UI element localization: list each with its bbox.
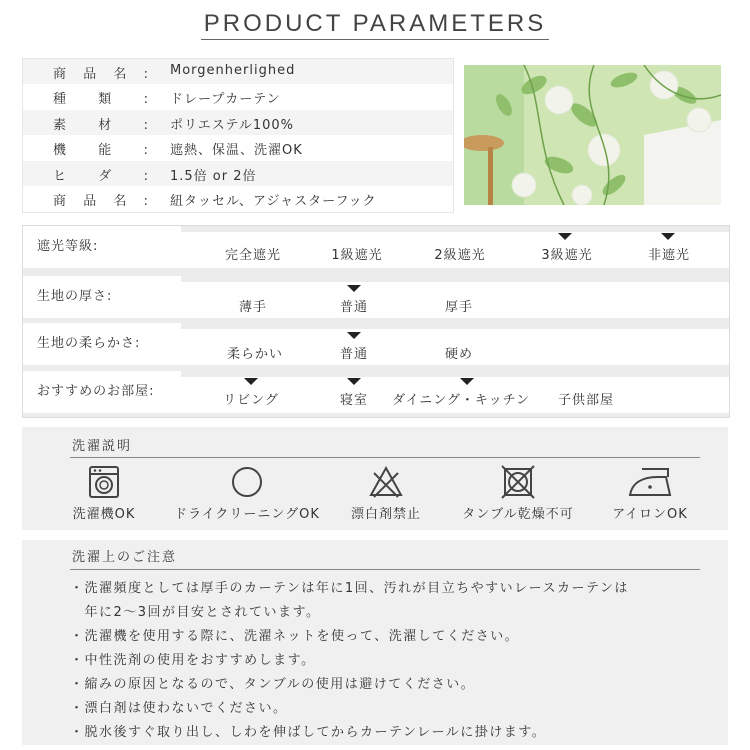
rating-row-softness <box>23 323 729 367</box>
no-tumble-dry-icon <box>501 465 535 499</box>
wash-title: 洗濯説明 <box>72 439 133 454</box>
spec-label: 種類: <box>53 92 149 107</box>
wash-label: ドライクリーニングOK <box>174 507 320 522</box>
note-line: ・縮みの原因となるので、タンブルの使用は避けてください。 <box>70 677 476 692</box>
rating-label: 遮光等級: <box>23 226 181 268</box>
selected-marker-icon <box>661 233 675 240</box>
rating-option: 寝室 <box>339 393 369 408</box>
spec-row <box>23 59 453 84</box>
selected-marker-icon <box>558 233 572 240</box>
spec-value: ドレープカーテン <box>170 92 281 107</box>
spec-row <box>23 110 453 135</box>
selected-marker-icon <box>347 378 361 385</box>
dry-cleaning-icon <box>230 465 264 499</box>
rating-option: 硬め <box>444 347 474 362</box>
rating-option: 完全遮光 <box>224 248 282 263</box>
rating-option: 2級遮光 <box>434 248 486 263</box>
rating-option: 1級遮光 <box>331 248 383 263</box>
rating-option: 子供部屋 <box>557 393 615 408</box>
rating-options <box>181 329 729 365</box>
wash-label: 洗濯機OK <box>72 507 136 522</box>
spec-value: 紐タッセル、アジャスターフック <box>170 194 377 209</box>
rating-options <box>181 232 729 268</box>
rating-options <box>181 377 729 413</box>
spec-row <box>23 135 453 160</box>
note-line: ・中性洗剤の使用をおすすめします。 <box>70 653 316 668</box>
rating-label: 生地の柔らかさ: <box>23 323 181 365</box>
spec-row <box>23 186 453 211</box>
rating-row-light-blocking <box>23 226 729 270</box>
spec-row <box>23 84 453 109</box>
note-line: ・脱水後すぐ取り出し、しわを伸ばしてからカーテンレールに掛けます。 <box>70 725 547 740</box>
spec-label: 機能: <box>53 143 149 158</box>
spec-value: ポリエステル100% <box>170 118 294 133</box>
spec-label: 素材: <box>53 118 149 133</box>
wash-label: タンブル乾燥不可 <box>462 507 574 522</box>
rating-option: 柔らかい <box>226 347 284 362</box>
note-line: ・漂白剤は使わないでください。 <box>70 701 288 716</box>
washing-notes-panel <box>22 540 728 745</box>
rating-options <box>181 282 729 318</box>
divider <box>70 457 700 458</box>
wash-label: 漂白剤禁止 <box>350 507 422 522</box>
rating-row-recommended-room <box>23 371 729 415</box>
spec-value: 1.5倍 or 2倍 <box>170 169 257 184</box>
note-line: ・洗濯機を使用する際に、洗濯ネットを使って、洗濯してください。 <box>70 629 520 644</box>
rating-option: 3級遮光 <box>541 248 593 263</box>
no-bleach-icon <box>369 465 403 499</box>
product-photo <box>464 65 721 205</box>
selected-marker-icon <box>347 285 361 292</box>
spec-label: 商品名: <box>53 194 149 209</box>
rating-option: ダイニング・キッチン <box>391 393 531 408</box>
rating-option: 厚手 <box>444 300 474 315</box>
spec-table <box>22 58 454 213</box>
note-line: 年に2～3回が目安とされています。 <box>70 605 321 620</box>
spec-value: 遮熱、保温、洗濯OK <box>170 143 303 158</box>
rating-row-thickness <box>23 276 729 320</box>
wash-instructions-panel <box>22 427 728 530</box>
wash-label: アイロンOK <box>612 507 688 522</box>
selected-marker-icon <box>347 332 361 339</box>
rating-option: 普通 <box>339 300 369 315</box>
spec-label: ヒダ: <box>53 169 149 184</box>
notes-title: 洗濯上のご注意 <box>72 550 178 565</box>
selected-marker-icon <box>244 378 258 385</box>
rating-option: リビング <box>223 393 279 408</box>
title-underline <box>201 39 549 40</box>
washing-machine-icon <box>87 465 121 499</box>
iron-icon <box>628 465 672 499</box>
spec-value: Morgenherlighed <box>170 63 296 78</box>
rating-option: 薄手 <box>238 300 268 315</box>
spec-label: 商品名: <box>53 67 149 82</box>
selected-marker-icon <box>460 378 474 385</box>
spec-row <box>23 161 453 186</box>
divider <box>70 569 700 570</box>
rating-option: 非遮光 <box>647 248 691 263</box>
rating-label: 生地の厚さ: <box>23 276 181 318</box>
rating-label: おすすめのお部屋: <box>23 371 181 413</box>
rating-table <box>22 225 730 418</box>
note-line: ・洗濯頻度としては厚手のカーテンは年に1回、汚れが目立ちやすいレースカーテンは <box>70 581 629 596</box>
rating-option: 普通 <box>339 347 369 362</box>
page-title: PRODUCT PARAMETERS <box>203 10 547 37</box>
